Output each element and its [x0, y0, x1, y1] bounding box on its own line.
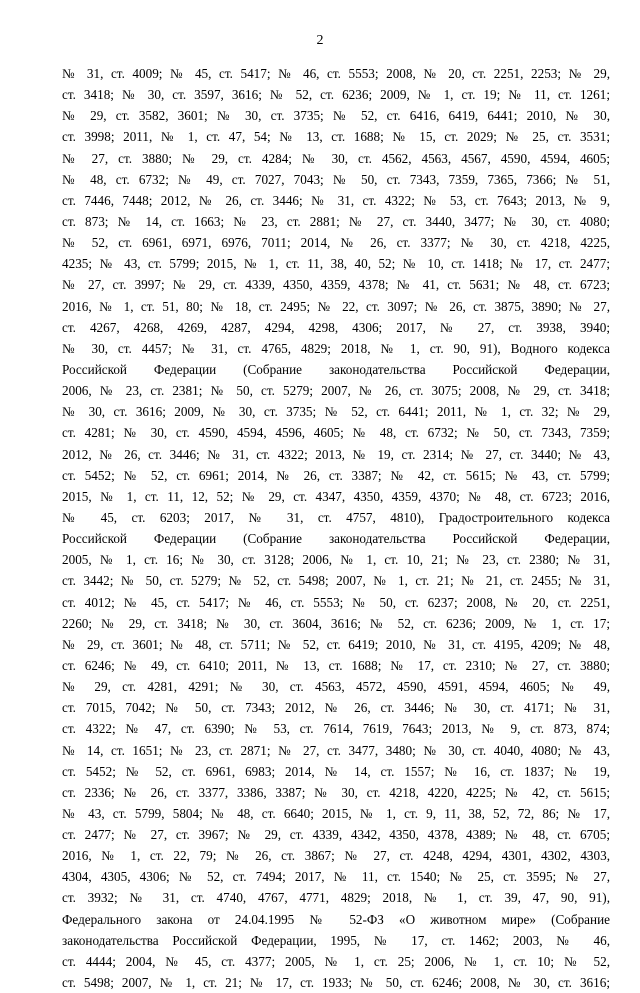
text-line: № 14, ст. 1651; № 23, ст. 2871; № 27, ст. 3477, 3480; № 30, ст. 4040, 4080; № 43, [62, 742, 610, 758]
text-line: 2015, № 1, ст. 11, 12, 52; № 29, ст. 4347, 4350, 4359, 4370; № 48, ст. 6723; 2016, [62, 488, 610, 504]
text-line: 2005, № 1, ст. 16; № 30, ст. 3128; 2006, № 1, ст. 10, 21; № 23, ст. 2380; № 31, [62, 552, 610, 568]
text-line: ст. 2477; № 27, ст. 3967; № 29, ст. 4339, 4342, 4350, 4378, 4389; № 48, ст. 6705; [62, 827, 610, 843]
text-line: № 30, ст. 3616; 2009, № 30, ст. 3735; № 52, ст. 6441; 2011, № 1, ст. 32; № 29, [62, 404, 610, 420]
text-line: ст. 3442; № 50, ст. 5279; № 52, ст. 5498; 2007, № 1, ст. 21; № 21, ст. 2455; № 31, [62, 573, 610, 589]
text-line: ст. 4322; № 47, ст. 6390; № 53, ст. 7614, 7619, 7643; 2013, № 9, ст. 873, 874; [62, 721, 610, 737]
text-line: № 27, ст. 3880; № 29, ст. 4284; № 30, ст. 4562, 4563, 4567, 4590, 4594, 4605; [62, 150, 610, 166]
text-line: ст. 873; № 14, ст. 1663; № 23, ст. 2881; № 27, ст. 3440, 3477; № 30, ст. 4080; [62, 213, 610, 229]
text-line: ст. 3932; № 31, ст. 4740, 4767, 4771, 4829; 2018, № 1, ст. 39, 47, 90, 91), [62, 890, 610, 906]
text-line: ст. 5452; № 52, ст. 6961; 2014, № 26, ст. 3387; № 42, ст. 5615; № 43, ст. 5799; [62, 467, 610, 483]
text-line: № 31, ст. 4009; № 45, ст. 5417; № 46, ст. 5553; 2008, № 20, ст. 2251, 2253; № 29, [62, 66, 610, 81]
text-line: ст. 6246; № 49, ст. 6410; 2011, № 13, ст. 1688; № 17, ст. 2310; № 27, ст. 3880; [62, 657, 610, 673]
text-line: 2012, № 26, ст. 3446; № 31, ст. 4322; 2013, № 19, ст. 2314; № 27, ст. 3440; № 43, [62, 446, 610, 462]
text-line: ст. 4012; № 45, ст. 5417; № 46, ст. 5553; № 50, ст. 6237; 2008, № 20, ст. 2251, [62, 594, 610, 610]
text-line: законодательства Российской Федерации, 1995, № 17, ст. 1462; 2003, № 46, [62, 932, 610, 948]
text-line: Российской Федерации (Собрание законодательства Российской Федерации, [62, 361, 610, 377]
text-line: 2260; № 29, ст. 3418; № 30, ст. 3604, 3616; № 52, ст. 6236; 2009, № 1, ст. 17; [62, 615, 610, 631]
text-line: ст. 4267, 4268, 4269, 4287, 4294, 4298, 4306; 2017, № 27, ст. 3938, 3940; [62, 319, 610, 335]
text-line: № 27, ст. 3997; № 29, ст. 4339, 4350, 4359, 4378; № 41, ст. 5631; № 48, ст. 6723; [62, 277, 610, 293]
text-line: № 30, ст. 4457; № 31, ст. 4765, 4829; 2018, № 1, ст. 90, 91), Водного кодекса [62, 340, 610, 356]
text-line: ст. 3998; 2011, № 1, ст. 47, 54; № 13, ст. 1688; № 15, ст. 2029; № 25, ст. 3531; [62, 129, 610, 145]
text-line: 2016, № 1, ст. 51, 80; № 18, ст. 2495; № 22, ст. 3097; № 26, ст. 3875, 3890; № 27, [62, 298, 610, 314]
text-line: 2016, № 1, ст. 22, 79; № 26, ст. 3867; № 27, ст. 4248, 4294, 4301, 4302, 4303, [62, 848, 610, 864]
page-number: 2 [316, 33, 324, 48]
text-line: ст. 2336; № 26, ст. 3377, 3386, 3387; № 30, ст. 4218, 4220, 4225; № 42, ст. 5615; [62, 784, 610, 800]
text-line: ст. 5498; 2007, № 1, ст. 21; № 17, ст. 1933; № 50, ст. 6246; 2008, № 30, ст. 3616; [62, 975, 610, 991]
text-line: Федерального закона от 24.04.1995 № 52-ФЗ «О животном мире» (Собрание [62, 911, 610, 927]
text-line: № 48, ст. 6732; № 49, ст. 7027, 7043; № 50, ст. 7343, 7359, 7365, 7366; № 51, [62, 171, 610, 187]
body-text [62, 63, 610, 993]
text-line: № 29, ст. 4281, 4291; № 30, ст. 4563, 4572, 4590, 4591, 4594, 4605; № 49, [62, 679, 610, 695]
text-line: ст. 4281; № 30, ст. 4590, 4594, 4596, 4605; № 48, ст. 6732; № 50, ст. 7343, 7359; [62, 425, 610, 441]
text-line: № 29, ст. 3582, 3601; № 30, ст. 3735; № 52, ст. 6416, 6419, 6441; 2010, № 30, [62, 108, 610, 124]
text-line: ст. 3418; № 30, ст. 3597, 3616; № 52, ст. 6236; 2009, № 1, ст. 19; № 11, ст. 1261; [62, 87, 610, 103]
text-line: № 29, ст. 3601; № 48, ст. 5711; № 52, ст. 6419; 2010, № 31, ст. 4195, 4209; № 48, [62, 636, 610, 652]
text-line: № 52, ст. 6961, 6971, 6976, 7011; 2014, № 26, ст. 3377; № 30, ст. 4218, 4225, [62, 235, 610, 251]
text-line: № 45, ст. 6203; 2017, № 31, ст. 4757, 4810), Градостроительного кодекса [62, 509, 610, 525]
text-line: 4235; № 43, ст. 5799; 2015, № 1, ст. 11, 38, 40, 52; № 10, ст. 1418; № 17, ст. 2477; [62, 256, 610, 272]
text-line: № 43, ст. 5799, 5804; № 48, ст. 6640; 2015, № 1, ст. 9, 11, 38, 52, 72, 86; № 17, [62, 805, 610, 821]
text-line: 2006, № 23, ст. 2381; № 50, ст. 5279; 2007, № 26, ст. 3075; 2008, № 29, ст. 3418; [62, 383, 610, 399]
text-line: ст. 7015, 7042; № 50, ст. 7343; 2012, № 26, ст. 3446; № 30, ст. 4171; № 31, [62, 700, 610, 716]
text-line: Российской Федерации (Собрание законодательства Российской Федерации, [62, 531, 610, 547]
text-line: ст. 5452; № 52, ст. 6961, 6983; 2014, № 14, ст. 1557; № 16, ст. 1837; № 19, [62, 763, 610, 779]
text-line: ст. 7446, 7448; 2012, № 26, ст. 3446; № 31, ст. 4322; № 53, ст. 7643; 2013, № 9, [62, 192, 610, 208]
text-line: ст. 4444; 2004, № 45, ст. 4377; 2005, № 1, ст. 25; 2006, № 1, ст. 10; № 52, [62, 953, 610, 969]
text-line: 4304, 4305, 4306; № 52, ст. 7494; 2017, № 11, ст. 1540; № 25, ст. 3595; № 27, [62, 869, 610, 885]
